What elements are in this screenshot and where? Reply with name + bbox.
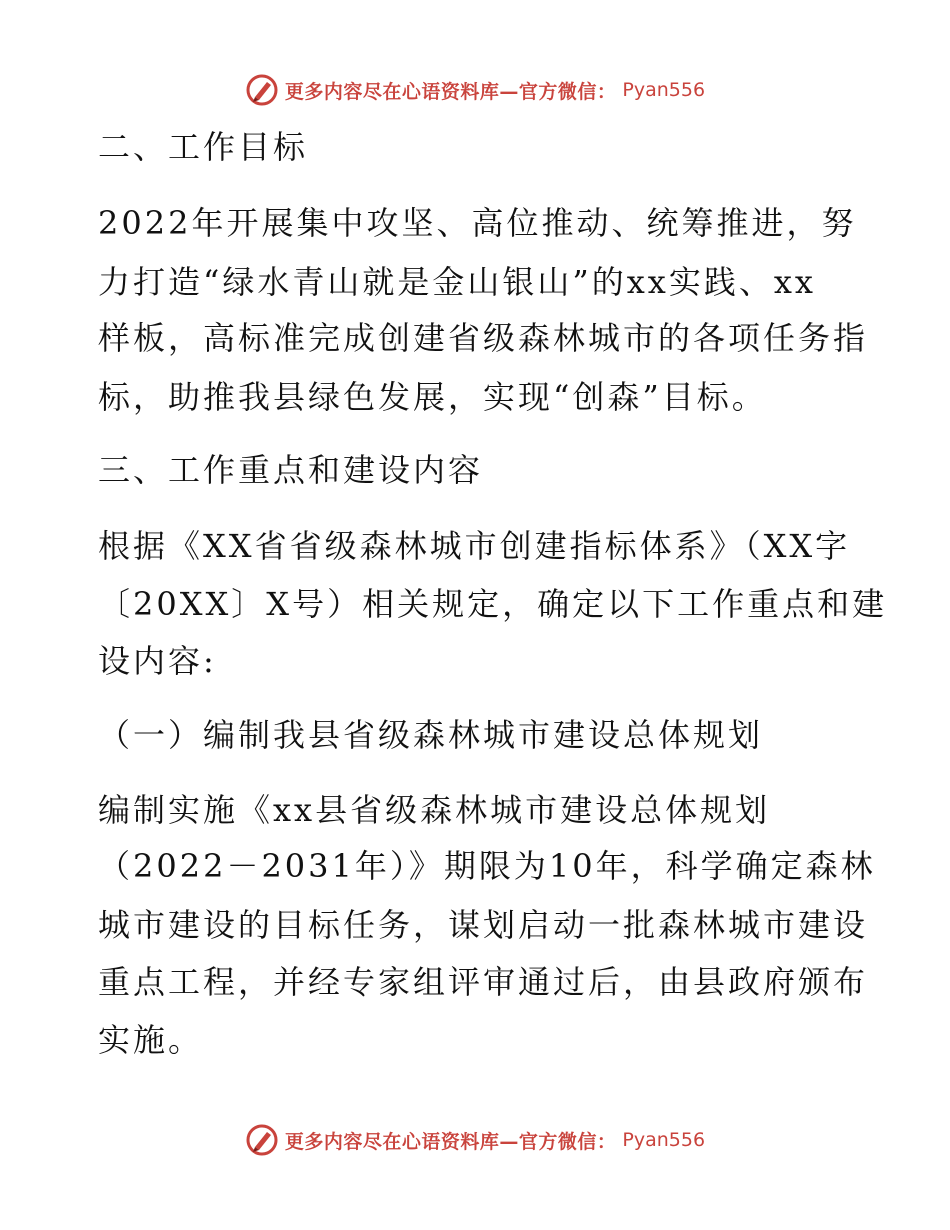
paragraph-line: 根据《XX省省级森林城市创建指标体系》（XX字: [98, 527, 851, 565]
paragraph-line: 样板，高标准完成创建省级森林城市的各项任务指: [98, 319, 869, 357]
paragraph-line: 实施。: [98, 1021, 204, 1059]
section-heading-goals: 二、工作目标: [98, 128, 309, 166]
watermark-text: 更多内容尽在心语资料库—官方微信：: [284, 80, 617, 103]
paragraph-line: 标，助推我县绿色发展，实现“创森”目标。: [98, 378, 767, 416]
paragraph-line: 城市建设的目标任务，谋划启动一批森林城市建设: [98, 906, 869, 944]
paragraph-line: 2022年开展集中攻坚、高位推动、统筹推进，努: [98, 204, 857, 242]
watermark-text: 更多内容尽在心语资料库—官方微信：: [284, 1130, 617, 1153]
paragraph-line: （2022－2031年）》期限为10年，科学确定森林: [98, 847, 876, 885]
paragraph-line: 编制实施《xx县省级森林城市建设总体规划: [98, 791, 771, 829]
watermark-contact: Pyan556: [622, 1129, 706, 1151]
paragraph-line: 力打造“绿水青山就是金山银山”的xx实践、xx: [98, 263, 816, 301]
paragraph-line: 设内容:: [98, 642, 217, 680]
paragraph-line: 〔20XX〕X号）相关规定，确定以下工作重点和建: [98, 585, 888, 623]
pen-circle-logo-icon: [245, 1123, 279, 1157]
subsection-heading-planning: （一）编制我县省级森林城市建设总体规划: [98, 716, 764, 754]
section-heading-key-work: 三、工作重点和建设内容: [98, 451, 484, 489]
paragraph-line: 重点工程，并经专家组评审通过后，由县政府颁布: [98, 963, 869, 1001]
watermark-contact: Pyan556: [622, 79, 706, 101]
watermark-footer: [0, 1120, 950, 1160]
